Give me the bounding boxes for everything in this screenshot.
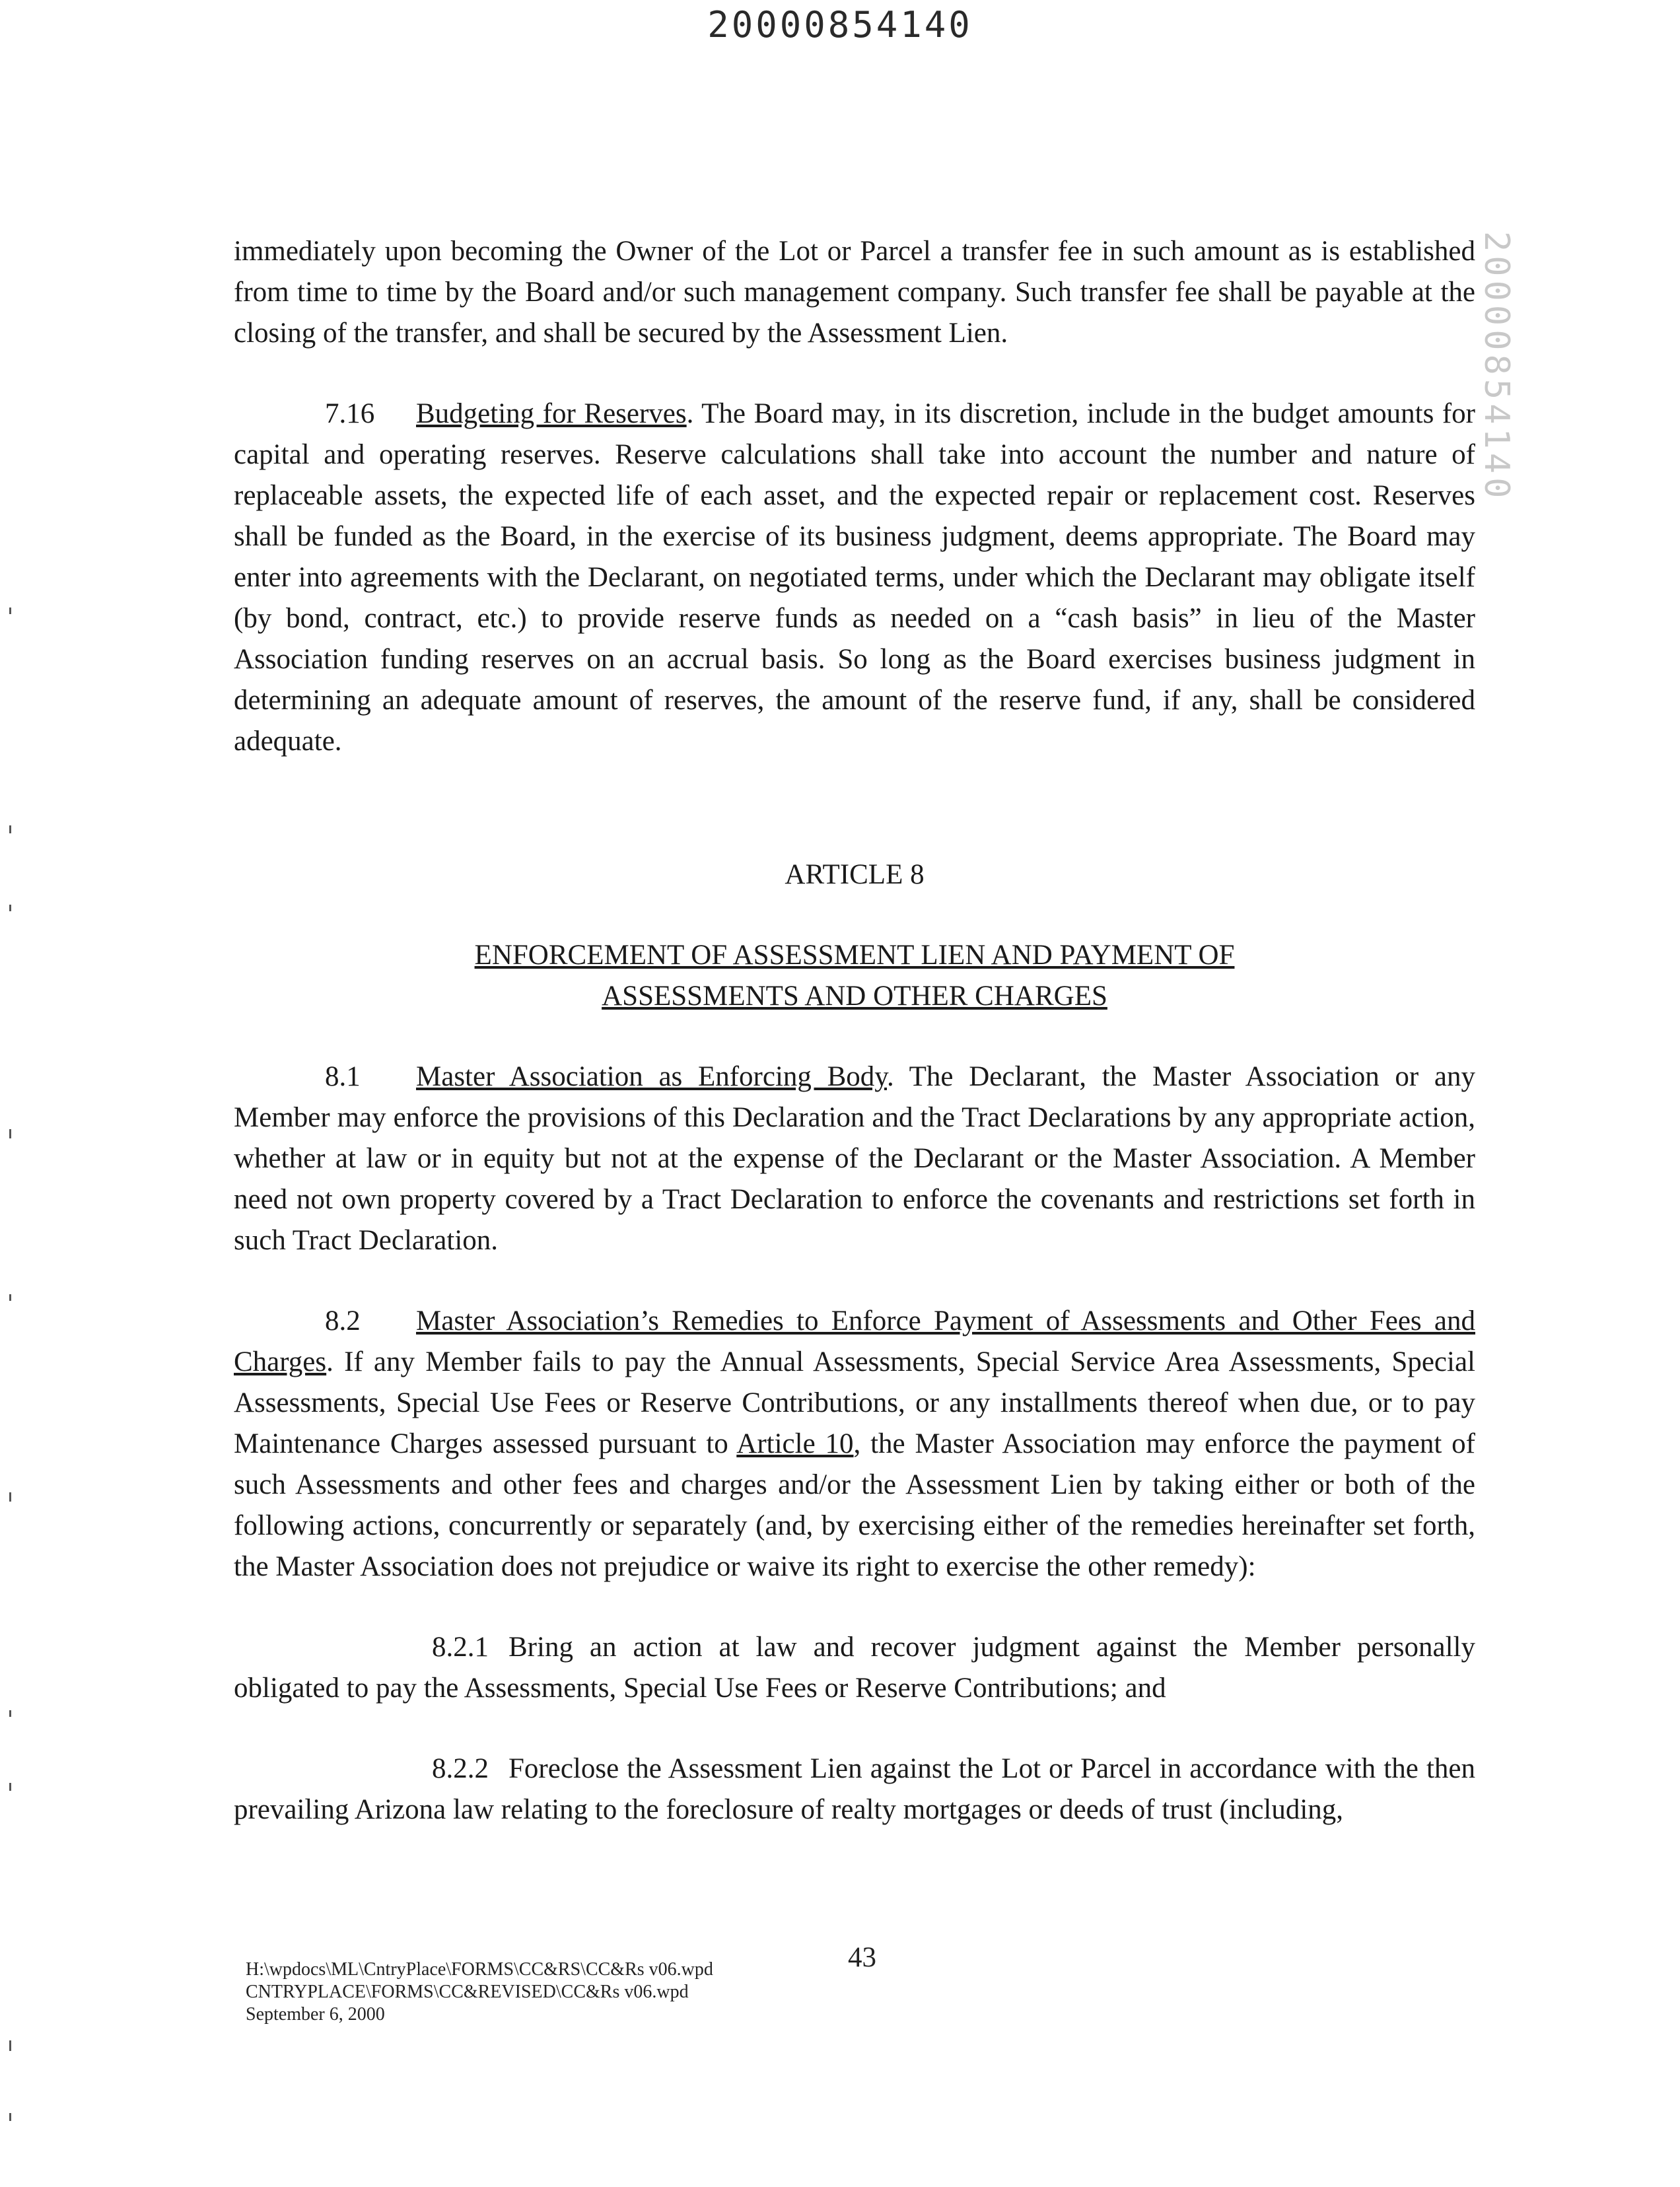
section-8-1	[234, 1057, 1475, 1261]
side-stamp: 20000854140	[1477, 231, 1516, 503]
article-heading-line1: ENFORCEMENT OF ASSESSMENT LIEN AND PAYMENT OF	[474, 940, 1235, 971]
section-number: 8.2	[325, 1305, 361, 1336]
section-body: . If any Member fails to pay the Annual Assessments, Special Service Area Assessments, Special Assessments, Special Use Fees or Reserve Contributions, or any installments thereof when due, or to pay Maintenance Charges assessed pursuant to	[234, 1346, 1475, 1459]
continuation-paragraph: immediately upon becoming the Owner of the Lot or Parcel a transfer fee in such amount as is established from time to time by the Board and/or such management company. Such transfer fee shall be payable at the closing of the transfer, and shall be secured by the Assessment Lien.	[234, 236, 1475, 349]
scan-mark	[9, 1492, 11, 1502]
section-8-2-2	[234, 1749, 1475, 1830]
section-8-2-1	[234, 1627, 1475, 1709]
article-heading-line2: ASSESSMENTS AND OTHER CHARGES	[602, 981, 1107, 1012]
section-7-16	[234, 394, 1475, 762]
scan-mark	[9, 1294, 11, 1301]
section-number: 7.16	[325, 398, 375, 429]
scan-mark	[9, 1783, 11, 1791]
article-reference: Article 10	[736, 1428, 854, 1459]
scan-mark	[9, 608, 11, 614]
section-body: Bring an action at law and recover judgment against the Member personally obligated to pay the Assessments, Special Use Fees or Reserve Contributions; and	[234, 1632, 1475, 1704]
document-body	[234, 231, 1475, 1870]
section-title: Master Association’s Remedies to Enforce Payment of Assessments and Other Fees and Charges	[234, 1305, 1475, 1377]
section-number: 8.1	[325, 1061, 361, 1092]
scan-mark	[9, 825, 11, 833]
scan-mark	[9, 1129, 11, 1138]
section-body: . The Declarant, the Master Association or any Member may enforce the provisions of this Declaration and the Tract Declarations by any appropriate action, whether at law or in equity but not at the expense of the Declarant or the Master Association. A Member need not own property covered by a Tract Declaration to enforce the covenants and restrictions set forth in such Tract Declaration.	[234, 1061, 1476, 1256]
footer-path-2: CNTRYPLACE\FORMS\CC&REVISED\CC&Rs v06.wpd	[246, 1982, 689, 2002]
document-number: 20000854140	[707, 4, 973, 46]
footer	[246, 1959, 713, 2026]
page-number: 43	[848, 1942, 876, 1973]
section-body: . The Board may, in its discretion, include in the budget amounts for capital and operating reserves. Reserve calculations shall take into account the number and nature of replaceable assets, the expected life of each asset, and the expected repair or replacement cost. Reserves shall be funded as the Board, in the exercise of its business judgment, deems appropriate. The Board may enter into agreements with the Declarant, on negotiated terms, under which the Declarant may obligate itself (by bond, contract, etc.) to provide reserve funds as needed on a “cash basis” in lieu of the Master Association funding reserves on an accrual basis. So long as the Board exercises business judgment in determining an adequate amount of reserves, the amount of the reserve fund, if any, shall be considered adequate.	[234, 398, 1475, 757]
footer-date: September 6, 2000	[246, 2004, 385, 2025]
section-8-2	[234, 1301, 1475, 1587]
section-body-cont: , the Master Association may enforce the payment of such Assessments and other fees and charges and/or the Assessment Lien by taking either or both of the following actions, concurrently or separately (and, by exercising either of the remedies hereinafter set forth, the Master Association does not prejudice or waive its right to exercise the other remedy):	[234, 1428, 1475, 1582]
section-title: Budgeting for Reserves	[416, 398, 687, 429]
section-number: 8.2.2	[432, 1753, 489, 1784]
footer-path-1: H:\wpdocs\ML\CntryPlace\FORMS\CC&RS\CC&Rs v06.wpd	[246, 1959, 713, 1980]
scan-mark	[9, 905, 11, 911]
section-number: 8.2.1	[432, 1632, 489, 1663]
scan-mark	[9, 1710, 11, 1717]
scan-mark	[9, 2113, 11, 2121]
section-body: Foreclose the Assessment Lien against the Lot or Parcel in accordance with the then prevailing Arizona law relating to the foreclosure of realty mortgages or deeds of trust (including,	[234, 1753, 1475, 1825]
scan-mark	[9, 2040, 11, 2051]
article-heading	[234, 935, 1475, 1017]
section-title: Master Association as Enforcing Body	[416, 1061, 887, 1092]
article-label: ARTICLE 8	[785, 859, 925, 890]
